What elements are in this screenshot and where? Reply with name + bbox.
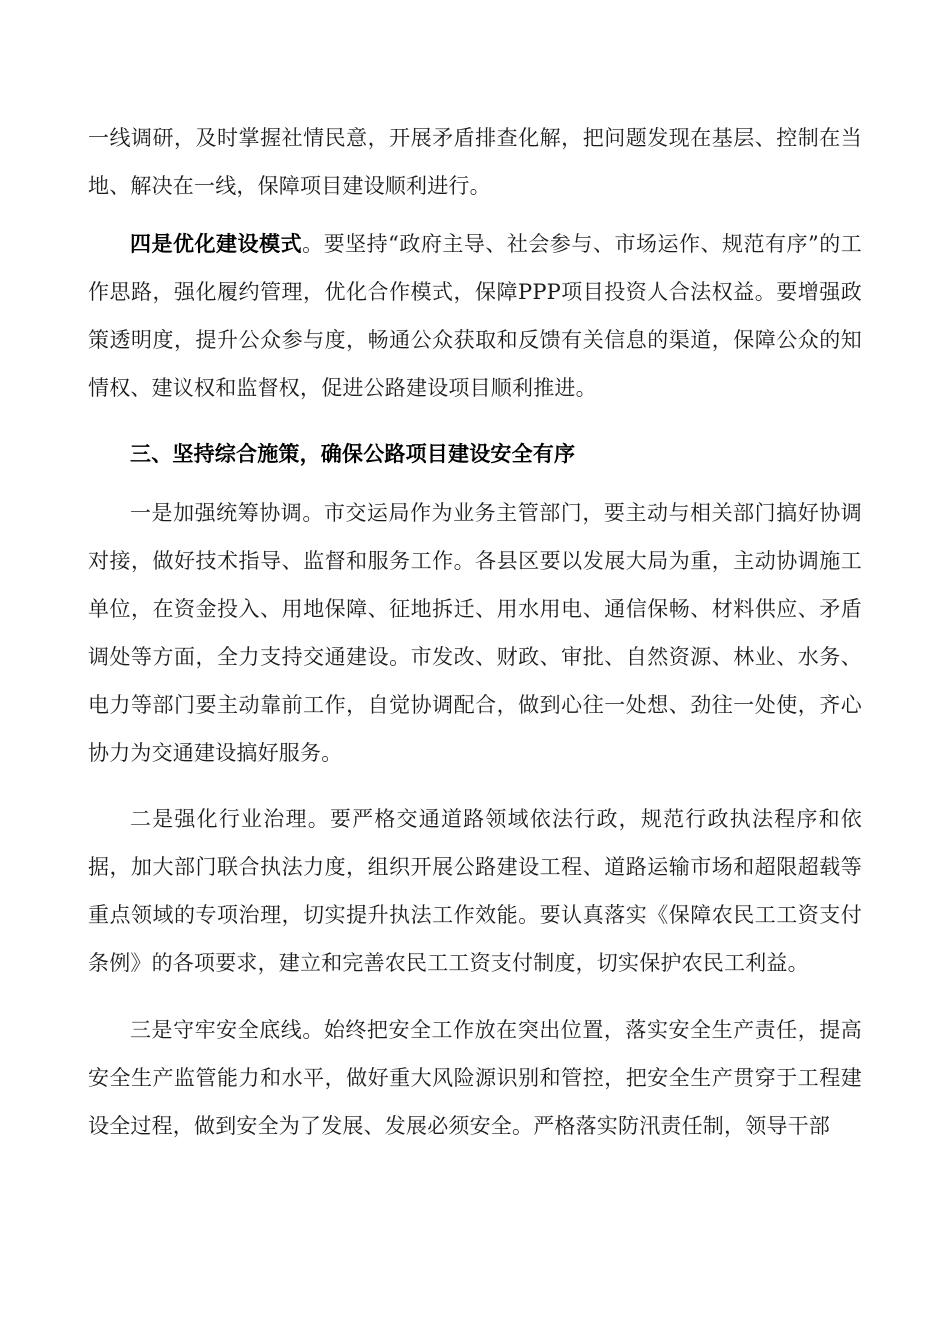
paragraph-optimize-mode <box>88 220 862 412</box>
paragraph-lead-bold: 四是优化建设模式 <box>130 231 303 256</box>
section-heading-text: 三、坚持综合施策，确保公路项目建设安全有序 <box>130 441 576 466</box>
paragraph-text <box>88 220 862 412</box>
paragraph-text: 一是加强统筹协调。市交运局作为业务主管部门，要主动与相关部门搞好协调对接，做好技术指导、监督和服务工作。各县区要以发展大局为重，主动协调施工单位，在资金投入、用地保障、征地拆迁、用水用电、通信保畅、材料供应、矛盾调处等方面，全力支持交通建设。市发改、财政、审批、自然资源、林业、水务、电力等部门要主动靠前工作，自觉协调配合，做到心往一处想、劲往一处使，齐心协力为交通建设搞好服务。 <box>88 501 862 765</box>
paragraph-body: 。要坚持“政府主导、社会参与、市场运作、规范有序”的工作思路，强化履约管理，优化合作模式，保障PPP项目投资人合法权益。要增强政策透明度，提升公众参与度，畅通公众获取和反馈有关信息的渠道，保障公众的知情权、建议权和监督权，促进公路建设项目顺利推进。 <box>88 232 862 400</box>
paragraph-safety <box>88 1006 862 1150</box>
paragraph-continued <box>88 114 862 210</box>
paragraph-text: 三是守牢安全底线。始终把安全工作放在突出位置，落实安全生产责任，提高安全生产监管能力和水平，做好重大风险源识别和管控，把安全生产贯穿于工程建设全过程，做到安全为了发展、发展必须安全。严格落实防汛责任制，领导干部 <box>88 1018 862 1138</box>
paragraph-text: 二是强化行业治理。要严格交通道路领域依法行政，规范行政执法程序和依据，加大部门联合执法力度，组织开展公路建设工程、道路运输市场和超限超载等重点领域的专项治理，切实提升执法工作效能。要认真落实《保障农民工工资支付条例》的各项要求，建立和完善农民工工资支付制度，切实保护农民工利益。 <box>88 807 862 975</box>
section-heading <box>88 430 862 478</box>
paragraph-coordination <box>88 489 862 777</box>
paragraph-governance <box>88 795 862 987</box>
paragraph-text: 一线调研，及时掌握社情民意，开展矛盾排查化解，把问题发现在基层、控制在当地、解决在一线，保障项目建设顺利进行。 <box>88 126 862 198</box>
